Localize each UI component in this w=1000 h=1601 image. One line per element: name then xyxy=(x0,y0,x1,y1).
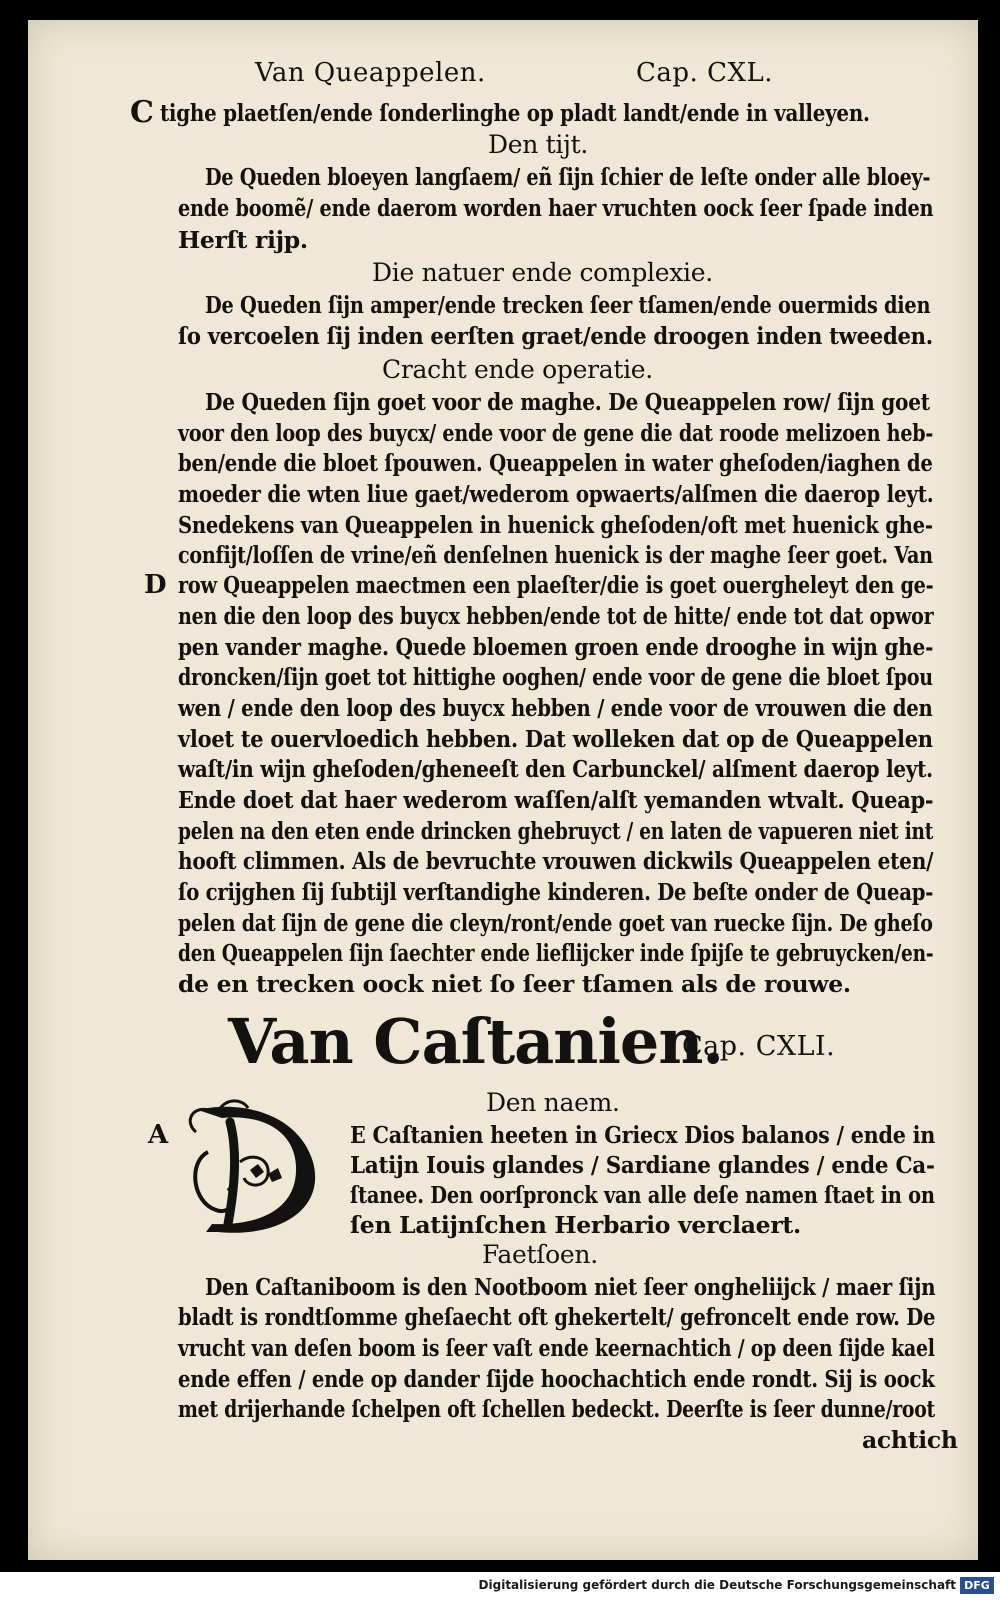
text-line: ende effen / ende op dander ſijde hoochachtich ende rondt. Sij is oock xyxy=(178,1365,935,1393)
running-chapter: Cap. CXL. xyxy=(636,58,774,88)
heading-cracht-operatie: Cracht ende operatie. xyxy=(382,355,653,384)
heading-faetsoen: Faetſoen. xyxy=(482,1240,598,1269)
margin-letter-d: D xyxy=(144,570,167,600)
text-line: Herſt rijp. xyxy=(178,226,308,254)
text-line: de en trecken oock niet ſo ſeer tſamen als de rouwe. xyxy=(178,970,851,998)
text-line: tighe plaetſen/ende ſonderlinghe op pladt landt/ende in valleyen. xyxy=(160,99,870,127)
text-line: ſtanee. Den oorſpronck van alle deſe namen ſtaet in on xyxy=(350,1181,935,1209)
margin-letter-a: A xyxy=(148,1120,168,1150)
text-line: Ende doet dat haer wederom waſſen/alſt yemanden wtvalt. Queap- xyxy=(178,786,934,814)
text-line: nen die den loop des buycx hebben/ende tot de hitte/ ende tot dat opwor xyxy=(178,602,934,630)
heading-den-naem: Den naem. xyxy=(486,1088,620,1117)
chapter-title: Van Caſtanien. xyxy=(228,1005,723,1078)
initial-letter-c: C xyxy=(130,95,154,130)
text-line: bladt is rondtſomme gheſaecht oft ghekertelt/ gefroncelt ende row. De xyxy=(178,1303,936,1331)
footer-bar xyxy=(0,1572,1000,1601)
text-line: row Queappelen maectmen een plaeſter/die is goet ouergheleyt den ge- xyxy=(178,571,934,599)
text-line: ben/ende die bloet ſpouwen. Queappelen in water gheſoden/iaghen de xyxy=(178,449,933,477)
text-line: wen / ende den loop des buycx hebben / ende voor de vrouwen die den xyxy=(178,694,933,722)
text-line: waſt/in wijn gheſoden/gheneeſt den Carbunckel/ alſment daerop leyt. xyxy=(178,755,933,783)
decorated-initial-d-icon xyxy=(178,1092,328,1242)
text-line: De Queden ſijn amper/ende trecken ſeer tſamen/ende ouermids dien xyxy=(205,291,931,319)
text-line: vloet te ouervloedich hebben. Dat wolleken dat op de Queappelen xyxy=(178,725,933,753)
text-line: droncken/ſijn goet tot hittighe ooghen/ ende voor de gene die bloet ſpou xyxy=(178,663,933,691)
chapter-number: Cap. CXLI. xyxy=(682,1031,836,1062)
text-line: ſen Latijnſchen Herbario verclaert. xyxy=(350,1211,801,1239)
heading-natuer-complexie: Die natuer ende complexie. xyxy=(372,258,713,287)
text-line: ſo crijghen ſij ſubtijl verſtandighe kinderen. De beſte onder de Queap- xyxy=(178,878,934,906)
text-line: De Queden bloeyen langſaem/ eñ ſijn ſchier de leſte onder alle bloey- xyxy=(205,163,931,191)
text-line: met drijerhande ſchelpen oft ſchellen bedeckt. Deerſte is ſeer dunne/root xyxy=(178,1395,935,1423)
text-line: pelen dat ſijn de gene die cleyn/ront/ende goet van ruecke ſijn. De gheſo xyxy=(178,909,933,937)
text-line: pen vander maghe. Quede bloemen groen ende drooghe in wijn ghe- xyxy=(178,633,934,661)
text-line: vrucht van deſen boom is ſeer vaſt ende keernachtich / op deen ſijde kael xyxy=(178,1334,935,1362)
text-line: moeder die wten liue gaet/wederom opwaerts/alſmen die daerop leyt. xyxy=(178,480,934,508)
text-line: achtich xyxy=(862,1426,958,1454)
footer-credit: Digitalisierung gefördert durch die Deutsche Forschungsgemeinschaft xyxy=(478,1578,956,1592)
text-line: Latijn Iouis glandes / Sardiane glandes / ende Ca- xyxy=(350,1151,935,1179)
text-line: den Queappelen ſijn ſaechter ende lieflijcker inde ſpijſe te gebruycken/en- xyxy=(178,939,934,967)
running-title: Van Queappelen. xyxy=(255,58,486,88)
text-line: Den Caſtaniboom is den Nootboom niet ſeer ongheliijck / maer ſijn xyxy=(205,1273,936,1301)
text-line: ſo vercoelen ſij inden eerſten graet/ende droogen inden tweeden. xyxy=(178,322,933,350)
text-line: voor den loop des buycx/ ende voor de gene die dat roode melizoen heb- xyxy=(178,419,934,447)
text-line: Snedekens van Queappelen in huenick gheſoden/oft met huenick ghe- xyxy=(178,511,933,539)
text-line: hooft climmen. Als de bevruchte vrouwen dickwils Queappelen eten/ xyxy=(178,847,934,875)
text-line: ende boomẽ/ ende daerom worden haer vruchten oock ſeer ſpade inden xyxy=(178,194,934,222)
text-line: E Caſtanien heeten in Griecx Dios balanos / ende in xyxy=(350,1121,936,1149)
text-line: pelen na den eten ende drincken ghebruyct / en laten de vapueren niet int xyxy=(178,817,934,845)
text-line: De Queden ſijn goet voor de maghe. De Queappelen row/ ſijn goet xyxy=(205,388,930,416)
text-line: confijt/loſſen de vrine/eñ denſelnen huenick is der maghe ſeer goet. Van xyxy=(178,541,933,569)
dfg-logo: DFG xyxy=(960,1577,994,1594)
heading-den-tijt: Den tijt. xyxy=(488,130,588,159)
